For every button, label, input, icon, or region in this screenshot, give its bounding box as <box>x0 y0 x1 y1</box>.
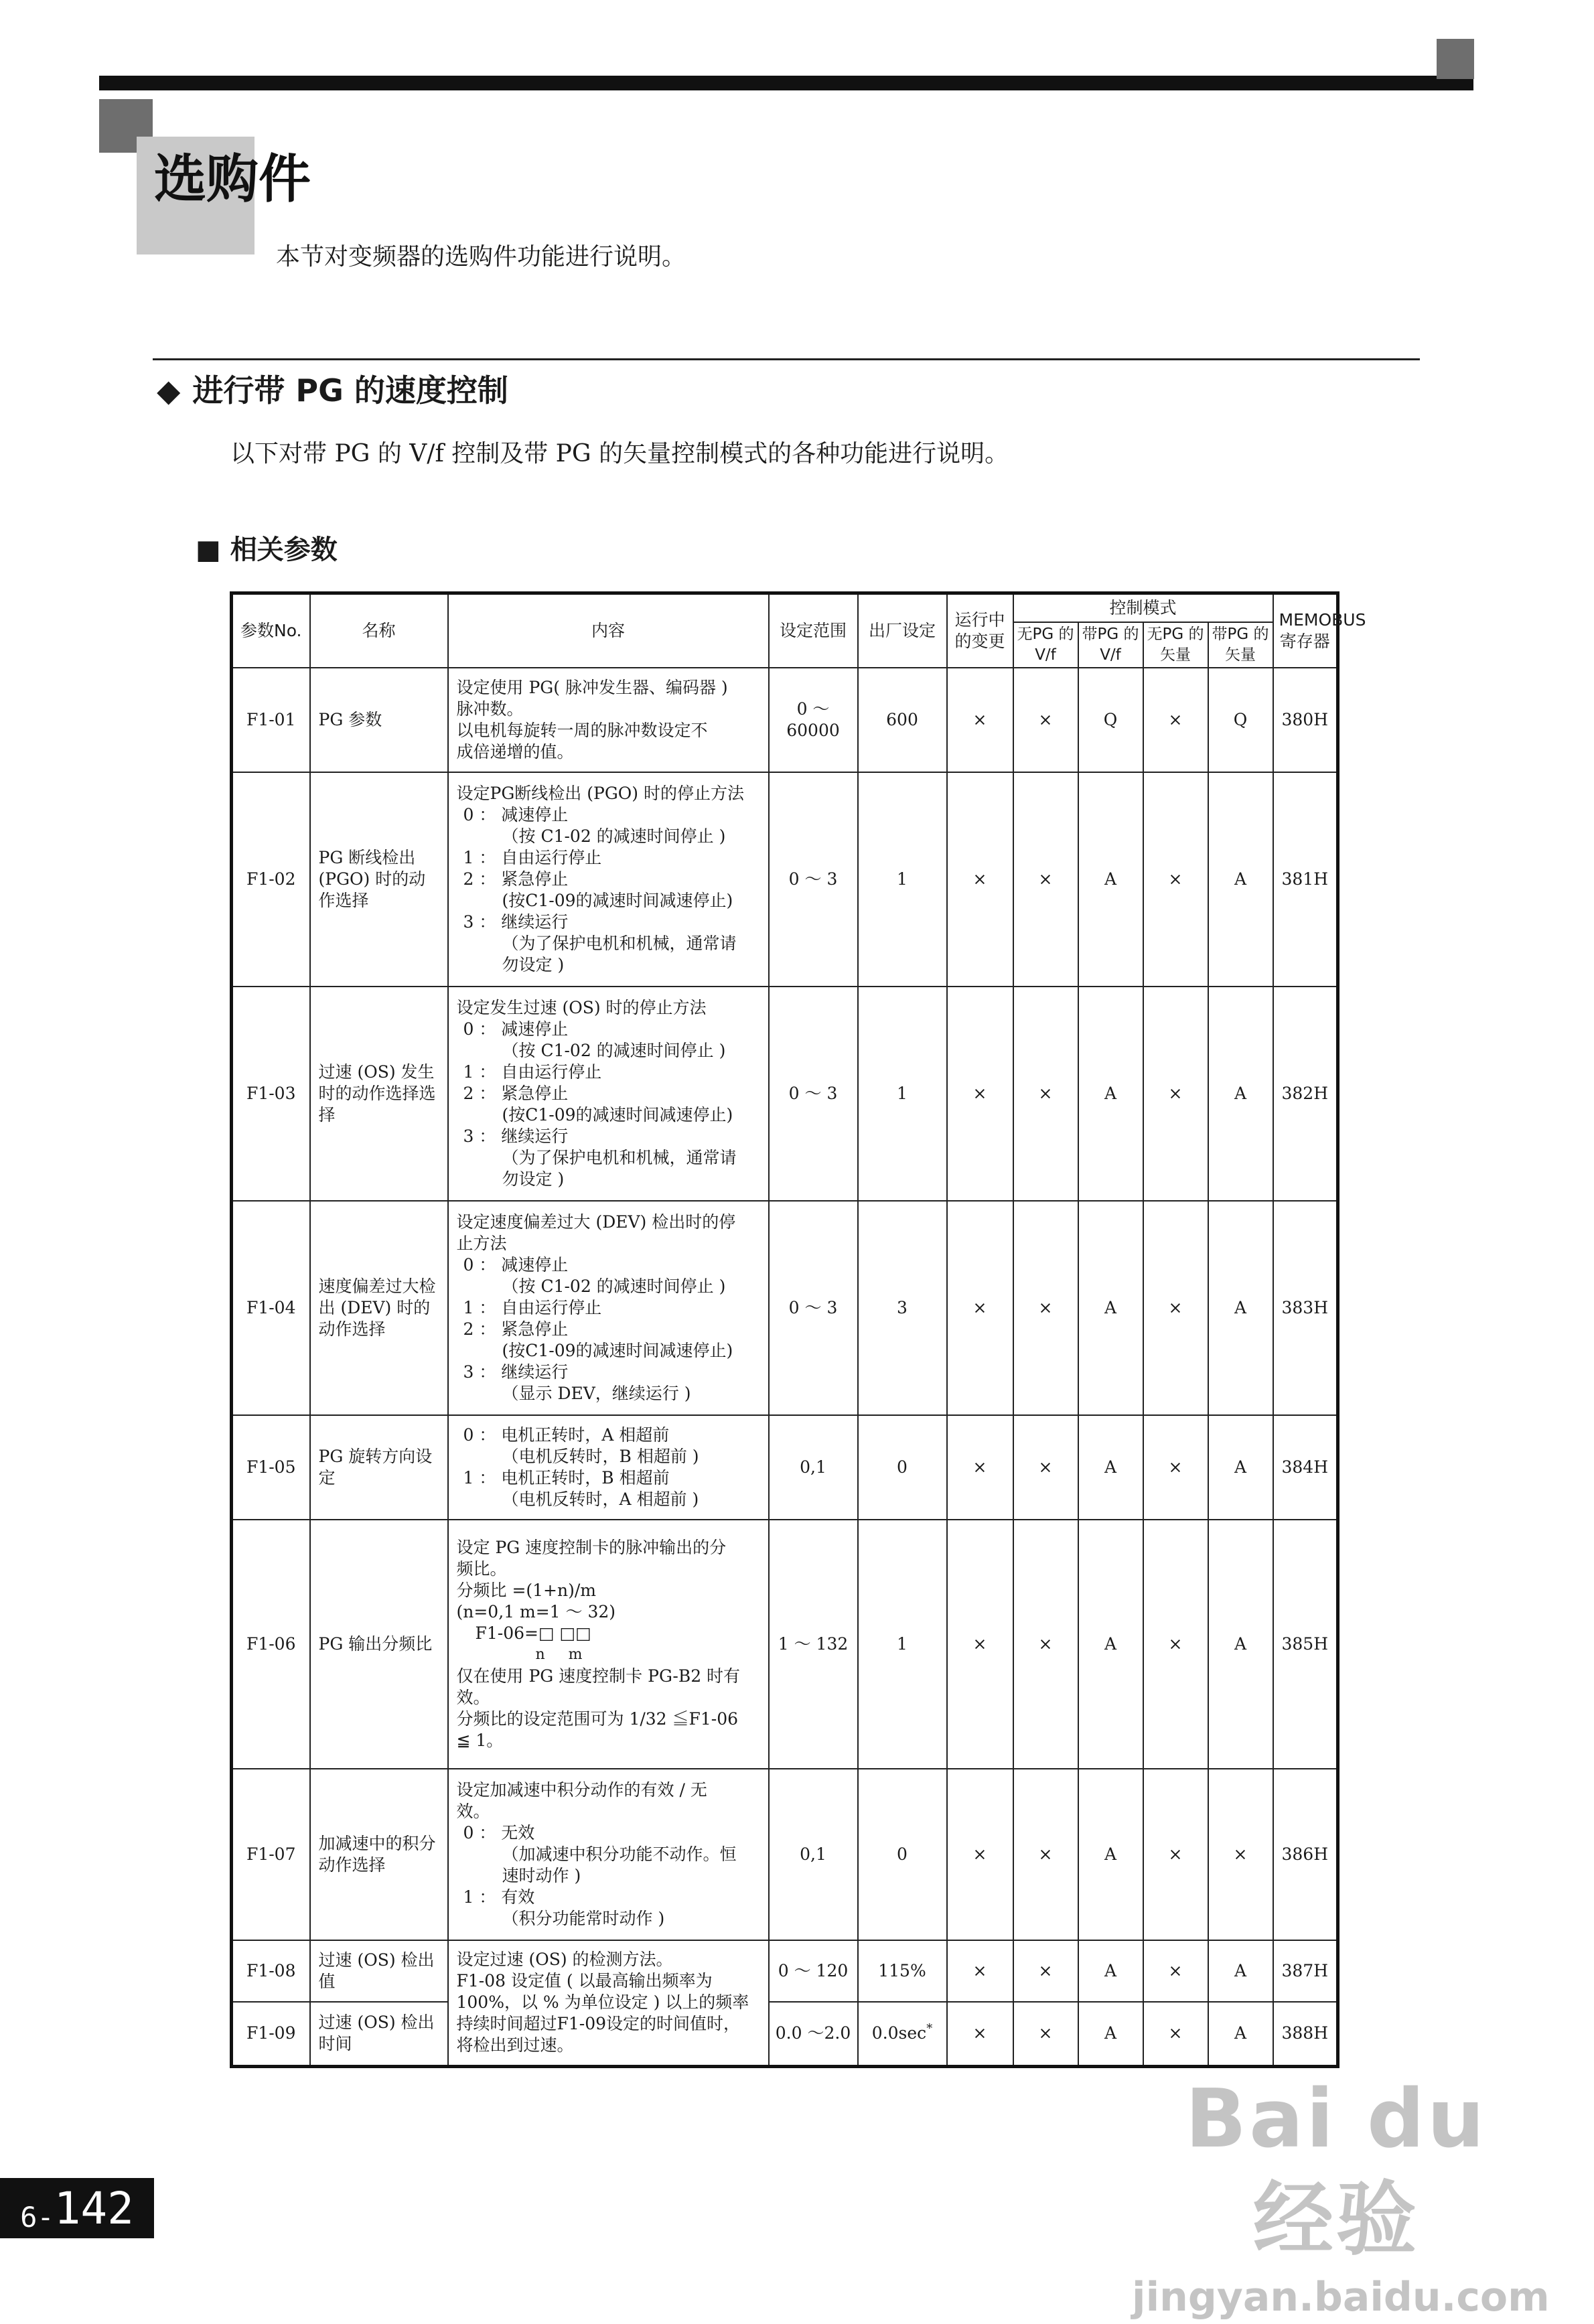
text-line: MEMO <box>1279 610 1332 630</box>
section-rule <box>153 358 1420 360</box>
table-row <box>232 987 1338 1201</box>
table-row <box>232 1520 1338 1769</box>
default-cell <box>858 1769 947 1940</box>
text-line: (PGO) 时的动 <box>318 869 426 889</box>
watermark-sub: jingyan.baidu.com <box>1132 2274 1550 2321</box>
text-line: （按 C1-02 的减速时间停止 ) <box>502 1041 726 1060</box>
text-line: (按C1-09的减速时间减速停止) <box>502 1105 733 1124</box>
text-line: 0 ～ 120 <box>778 1961 849 1980</box>
top-right-square <box>1437 39 1474 79</box>
text-line: (n=0,1 m=1 ～ 32) <box>456 1602 616 1621</box>
page-number-sep: - <box>37 2201 54 2234</box>
text-line: 分频比的设定范围可为 1/32 ≦F1-06 <box>456 1709 739 1729</box>
default-cell <box>858 1415 947 1520</box>
text-line: 设定过速 (OS) 的检测方法。 <box>456 1950 673 1970</box>
text-line: PG 断线检出 <box>318 848 416 867</box>
text-line: 0,1 <box>800 1457 826 1477</box>
mode-cell: × <box>1013 772 1078 987</box>
mode-cell: A <box>1078 1201 1143 1415</box>
param-no-cell: F1-05 <box>232 1415 310 1520</box>
option-label: 0 ： 无效 <box>463 1823 535 1842</box>
range-cell <box>769 668 858 772</box>
param-content-cell <box>448 1415 769 1520</box>
header-mode-2 <box>1078 622 1143 668</box>
text-line: 分频比 =(1+n)/m <box>456 1581 596 1600</box>
text-line: 设定PG断线检出 (PGO) 时的停止方法 <box>456 784 744 803</box>
memobus-cell: 386H <box>1273 1769 1338 1940</box>
mode-cell: A <box>1208 1940 1273 2002</box>
param-no-cell: F1-04 <box>232 1201 310 1415</box>
text-line: 频比。 <box>456 1559 507 1579</box>
text-line: 参数 <box>240 621 274 640</box>
text-line: 值 <box>318 1972 336 1991</box>
param-name-cell <box>310 1201 448 1415</box>
default-cell <box>858 1940 947 2002</box>
mode-cell: × <box>1013 987 1078 1201</box>
text-line: 60000 <box>786 721 840 740</box>
text-line: 0 ～ 3 <box>788 869 838 889</box>
table-row <box>232 1940 1338 2002</box>
text-line: 变更 <box>971 632 1005 651</box>
sub-heading-text: 相关参数 <box>230 534 338 565</box>
page-number-chapter: 6 <box>20 2201 38 2234</box>
option-label: 0 ： 减速停止 <box>463 1019 569 1039</box>
text-line: (按C1-09的减速时间减速停止) <box>502 891 733 910</box>
option-label: 2 ： 紧急停止 <box>463 869 569 889</box>
param-name-cell <box>310 1415 448 1520</box>
change-running-cell: × <box>947 2002 1013 2066</box>
param-no-cell: F1-08 <box>232 1940 310 2002</box>
text-line: （按 C1-02 的减速时间停止 ) <box>502 826 726 846</box>
text-line: 以电机每旋转一周的脉冲数设定不 <box>456 721 708 740</box>
default-cell <box>858 1520 947 1769</box>
text-line: 定 <box>318 1468 336 1487</box>
table-header-row <box>232 593 1338 623</box>
header-control-mode: 控制模式 <box>1013 593 1273 623</box>
param-name-cell <box>310 772 448 987</box>
text-line: 勿设定 ) <box>502 1169 565 1189</box>
option-label: 3 ： 继续运行 <box>463 912 569 932</box>
mode-cell: × <box>1013 1415 1078 1520</box>
text-line: （加减速中积分功能不动作。恒 <box>502 1844 737 1864</box>
option-label: 1 ： 有效 <box>463 1887 535 1907</box>
sub-heading <box>196 532 338 568</box>
text-line: PG 的 <box>1097 626 1139 643</box>
range-cell <box>769 2002 858 2066</box>
mode-cell: A <box>1078 1520 1143 1769</box>
memobus-cell: 380H <box>1273 668 1338 772</box>
top-rule <box>99 76 1473 90</box>
mode-cell: A <box>1208 2002 1273 2066</box>
square-bullet-icon: ■ <box>196 534 221 565</box>
mode-cell: A <box>1208 987 1273 1201</box>
default-value: 115% <box>878 1961 926 1980</box>
mode-cell: × <box>1143 1415 1208 1520</box>
text-line: 效。 <box>456 1802 490 1821</box>
page-intro: 本节对变频器的选购件功能进行说明。 <box>276 243 686 271</box>
mode-cell: × <box>1143 2002 1208 2066</box>
section-heading-text: 进行带 PG 的速度控制 <box>192 372 508 409</box>
text-line: 设定加减速中积分动作的有效 / 无 <box>456 1780 707 1800</box>
text-line: No. <box>274 621 302 640</box>
mode-cell: × <box>1143 1520 1208 1769</box>
table-row <box>232 1415 1338 1520</box>
text-line: PG 的 <box>1227 626 1269 643</box>
param-name-cell <box>310 2002 448 2066</box>
text-line: 带 <box>1212 626 1228 643</box>
default-value: 600 <box>886 710 918 729</box>
baidu-watermark <box>1132 2069 1550 2321</box>
param-no-cell: F1-02 <box>232 772 310 987</box>
memobus-cell: 381H <box>1273 772 1338 987</box>
text-line: 加减速中的积 <box>318 1834 419 1853</box>
text-line: 2.0 <box>824 2023 851 2043</box>
text-line: V/f <box>1100 646 1121 664</box>
text-line: 出厂 <box>868 621 902 640</box>
option-label: 0 ： 减速停止 <box>463 1255 569 1275</box>
mode-cell: A <box>1078 1415 1143 1520</box>
param-content-cell <box>448 668 769 772</box>
header-memobus <box>1273 593 1366 668</box>
watermark-main: Bai du 经验 <box>1185 2073 1488 2266</box>
mode-cell: A <box>1208 1520 1273 1769</box>
default-cell <box>858 2002 947 2066</box>
change-running-cell: × <box>947 1415 1013 1520</box>
option-label: 3 ： 继续运行 <box>463 1127 569 1146</box>
text-line: 100%，以 % 为单位设定 ) 以上的频率 <box>456 1992 749 2013</box>
option-label: 1 ： 电机正转时，B 相超前 <box>463 1468 670 1487</box>
param-name-cell <box>310 1940 448 2002</box>
table-body <box>232 668 1338 2066</box>
text-line: 分动作选择 <box>318 1834 436 1875</box>
header-name: 名称 <box>310 593 448 668</box>
default-value: 0.0sec <box>871 2023 927 2043</box>
default-cell <box>858 668 947 772</box>
range-cell <box>769 1201 858 1415</box>
text-line: 的动作选择 <box>318 1298 431 1339</box>
text-line: 作选择 <box>318 891 369 910</box>
footnote-mark: * <box>926 2021 933 2036</box>
param-name-cell <box>310 1520 448 1769</box>
default-value: 1 <box>897 869 908 889</box>
text-line: 设定 <box>902 621 936 640</box>
default-value: 0 <box>897 1457 908 1477</box>
mode-cell: Q <box>1208 668 1273 772</box>
text-line: 0 ～ <box>796 699 830 719</box>
text-line: 0,1 <box>800 1844 826 1864</box>
text-line: 无 <box>1147 626 1163 643</box>
text-line: 检出 (DEV) 时 <box>318 1277 436 1317</box>
param-content-cell <box>448 987 769 1201</box>
mode-cell: × <box>1143 772 1208 987</box>
text-line: F1-08 设定值 ( 以最高输出频率为 <box>456 1971 713 1991</box>
default-value: 1 <box>897 1084 908 1103</box>
range-cell <box>769 987 858 1201</box>
text-line: 0 ～ 3 <box>788 1298 838 1317</box>
text-line: 带 <box>1082 626 1098 643</box>
param-no-cell: F1-03 <box>232 987 310 1201</box>
memobus-cell: 383H <box>1273 1201 1338 1415</box>
text-line: 设定速度偏差过大 (DEV) 检出时的停 <box>456 1212 736 1232</box>
mode-cell: A <box>1078 1940 1143 2002</box>
mode-cell: A <box>1078 772 1143 987</box>
text-line: (按C1-09的减速时间减速停止) <box>502 1341 733 1360</box>
table-row <box>232 1201 1338 1415</box>
change-running-cell: × <box>947 1940 1013 2002</box>
text-line: （积分功能常时动作 ) <box>502 1909 665 1928</box>
default-cell <box>858 772 947 987</box>
param-content-cell <box>448 1520 769 1769</box>
text-line: 范围 <box>813 621 847 640</box>
text-line: 矢量 <box>1225 646 1256 664</box>
mode-cell: × <box>1013 1940 1078 2002</box>
option-label: 2 ： 紧急停止 <box>463 1319 569 1339</box>
text-line: （电机反转时，A 相超前 ) <box>502 1490 699 1509</box>
param-content-cell <box>448 1769 769 1940</box>
range-cell <box>769 1415 858 1520</box>
change-running-cell: × <box>947 772 1013 987</box>
text-line: 设定 <box>779 621 813 640</box>
text-line: PG 旋转方向设 <box>318 1447 433 1466</box>
change-running-cell: × <box>947 668 1013 772</box>
param-no-cell: F1-07 <box>232 1769 310 1940</box>
text-line: 仅在使用 PG 速度控制卡 PG-B2 时有 <box>456 1666 741 1686</box>
text-line: 寄存 <box>1279 632 1313 651</box>
text-line: PG 参数 <box>318 710 382 729</box>
mode-cell: × <box>1143 987 1208 1201</box>
text-line: 止方法 <box>456 1234 507 1253</box>
mode-cell: A <box>1078 987 1143 1201</box>
header-change-running <box>947 593 1013 668</box>
param-content-cell <box>448 772 769 987</box>
memobus-cell: 384H <box>1273 1415 1338 1520</box>
mode-cell: × <box>1143 668 1208 772</box>
diamond-bullet-icon: ◆ <box>157 372 181 409</box>
section-heading <box>157 370 508 411</box>
mode-cell: A <box>1208 772 1273 987</box>
mode-cell: A <box>1078 2002 1143 2066</box>
mode-cell: × <box>1013 2002 1078 2066</box>
default-value: 0 <box>897 1844 908 1864</box>
text-line: 无 <box>1017 626 1033 643</box>
text-line: （按 C1-02 的减速时间停止 ) <box>502 1277 726 1296</box>
text-line: 过速 (OS) 发生 <box>318 1062 435 1082</box>
mode-cell: × <box>1013 1520 1078 1769</box>
param-content-cell <box>448 1940 769 2066</box>
range-cell <box>769 1769 858 1940</box>
text-line: 1 ～ 132 <box>778 1634 849 1654</box>
param-no-cell: F1-09 <box>232 2002 310 2066</box>
mode-cell: × <box>1143 1940 1208 2002</box>
header-mode-4 <box>1208 622 1273 668</box>
range-cell <box>769 1520 858 1769</box>
option-label: 0 ： 电机正转时，A 相超前 <box>463 1425 670 1445</box>
text-line: 设定使用 PG( 脉冲发生器、编码器 ) <box>456 678 728 697</box>
text-line: 运行 <box>954 610 989 630</box>
option-label: 1 ： 自由运行停止 <box>463 1298 602 1317</box>
memobus-cell: 388H <box>1273 2002 1338 2066</box>
header-content: 内容 <box>448 593 769 668</box>
mode-cell: A <box>1078 1769 1143 1940</box>
mode-cell: Q <box>1078 668 1143 772</box>
page-number-value: 142 <box>54 2183 134 2234</box>
default-cell <box>858 1201 947 1415</box>
change-running-cell: × <box>947 1520 1013 1769</box>
text-line: 将检出到过速。 <box>456 2035 574 2055</box>
option-label: 1 ： 自由运行停止 <box>463 1062 602 1082</box>
text-line: （为了保护电机和机械，通常请 <box>502 1148 737 1167</box>
header-mode-1 <box>1013 622 1078 668</box>
header-mode-3 <box>1143 622 1208 668</box>
param-name-cell <box>310 1769 448 1940</box>
table-row <box>232 2002 1338 2066</box>
memobus-cell: 387H <box>1273 1940 1338 2002</box>
text-line: 速度偏差过大 <box>318 1277 419 1296</box>
default-cell <box>858 987 947 1201</box>
param-name-cell <box>310 668 448 772</box>
change-running-cell: × <box>947 987 1013 1201</box>
text-line: 过速 (OS) 检出 <box>318 1950 435 1970</box>
formula-nm: n m <box>535 1646 592 1663</box>
mode-cell: × <box>1143 1201 1208 1415</box>
memobus-cell: 385H <box>1273 1520 1338 1769</box>
text-line: 脉冲数。 <box>456 699 524 719</box>
table-row <box>232 1769 1338 1940</box>
text-line: BUS <box>1331 610 1366 630</box>
text-line: V/f <box>1035 646 1056 664</box>
mode-cell: × <box>1208 1769 1273 1940</box>
text-line: 设定 PG 速度控制卡的脉冲输出的分 <box>456 1538 727 1557</box>
change-running-cell: × <box>947 1201 1013 1415</box>
text-line: PG 输出分频比 <box>318 1634 433 1654</box>
text-line: 持续时间超过F1-09设定的时间值时， <box>456 2014 741 2034</box>
text-line: 矢量 <box>1160 646 1191 664</box>
text-line: （显示 DEV，继续运行 ) <box>502 1384 691 1403</box>
header-range <box>769 593 858 668</box>
option-label: 1 ： 自由运行停止 <box>463 848 602 867</box>
text-line: 时间 <box>318 2034 352 2054</box>
range-cell <box>769 772 858 987</box>
text-line: 选择 <box>318 1084 436 1124</box>
text-line: 设定发生过速 (OS) 时的停止方法 <box>456 998 707 1017</box>
page-number <box>0 2178 154 2238</box>
text-line: 0.0 ～ <box>775 2023 824 2043</box>
param-no-cell: F1-01 <box>232 668 310 772</box>
mode-cell: × <box>1013 668 1078 772</box>
mode-cell: A <box>1208 1415 1273 1520</box>
mode-cell: × <box>1143 1769 1208 1940</box>
mode-cell: × <box>1013 1201 1078 1415</box>
change-running-cell: × <box>947 1769 1013 1940</box>
text-line: 0 ～ 3 <box>788 1084 838 1103</box>
param-name-cell <box>310 987 448 1201</box>
option-label: 0 ： 减速停止 <box>463 805 569 824</box>
header-default <box>858 593 947 668</box>
default-value: 1 <box>897 1634 908 1654</box>
option-label: 2 ： 紧急停止 <box>463 1084 569 1103</box>
param-no-cell: F1-06 <box>232 1520 310 1769</box>
text-line: 效。 <box>456 1688 490 1707</box>
text-line: 过速 (OS) 检出 <box>318 2013 435 2033</box>
param-content-cell <box>448 1201 769 1415</box>
mode-cell: A <box>1208 1201 1273 1415</box>
text-line: （为了保护电机和机械，通常请 <box>502 934 737 953</box>
range-cell <box>769 1940 858 2002</box>
text-line: 中的 <box>954 610 1005 651</box>
memobus-cell: 382H <box>1273 987 1338 1201</box>
text-line: 成倍递增的值。 <box>456 742 574 761</box>
section-intro: 以下对带 PG 的 V/f 控制及带 PG 的矢量控制模式的各种功能进行说明。 <box>230 440 1009 467</box>
text-line: ≦ 1。 <box>456 1731 504 1750</box>
text-line: 速时动作 ) <box>502 1866 581 1885</box>
default-value: 3 <box>897 1298 908 1317</box>
text-line: （电机反转时，B 相超前 ) <box>502 1447 699 1466</box>
table-row <box>232 668 1338 772</box>
table-row <box>232 772 1338 987</box>
page-title: 选购件 <box>154 149 311 210</box>
text-line: PG 的 <box>1032 626 1074 643</box>
header-param-no <box>232 593 310 668</box>
formula: F1-06=□ □□ <box>475 1623 591 1643</box>
option-label: 3 ： 继续运行 <box>463 1362 569 1382</box>
parameter-table <box>230 591 1366 2068</box>
mode-cell: × <box>1013 1769 1078 1940</box>
text-line: 器 <box>1313 632 1330 651</box>
text-line: PG 的 <box>1162 626 1204 643</box>
text-line: 勿设定 ) <box>502 955 565 974</box>
text-line: 时的动作选择 <box>318 1084 419 1103</box>
